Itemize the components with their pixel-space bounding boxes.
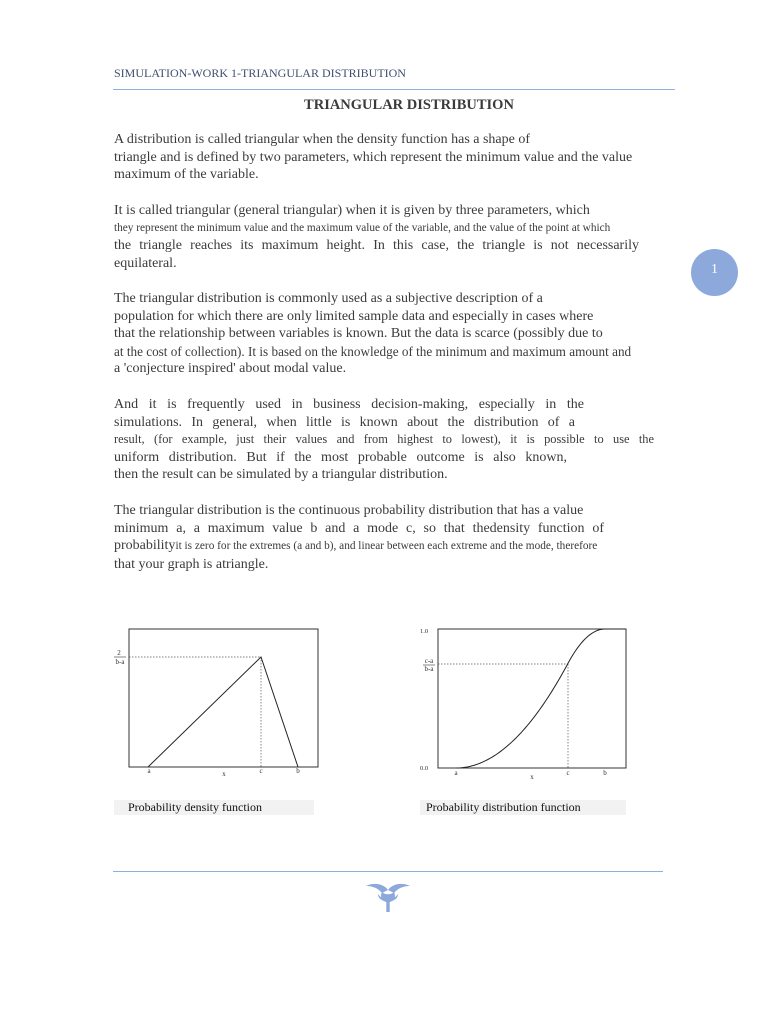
- paragraph-line: maximum of the variable.: [114, 167, 259, 183]
- running-header: SIMULATION-WORK 1-TRIANGULAR DISTRIBUTION: [114, 66, 406, 80]
- header-rule: [113, 89, 675, 90]
- pdf-plot: [110, 622, 325, 782]
- page-number-badge: 1: [691, 249, 738, 296]
- paragraph-line: A distribution is called triangular when the density function has a shape of: [114, 132, 531, 147]
- y-label-denominator: b-a: [424, 665, 434, 673]
- paragraph-line: minimum a, a maximum value b and a mode c, so that thedensity function of: [114, 520, 604, 536]
- y-label-denominator: b-a: [115, 658, 125, 666]
- paragraph-line: that your graph is atriangle.: [114, 556, 269, 572]
- footer-rule: [113, 871, 663, 872]
- fleuron-icon-graphic: [364, 880, 412, 914]
- paragraph-line: The triangular distribution is the continuous probability distribution that has a value: [114, 503, 584, 518]
- paragraph-fragment: probability: [114, 538, 176, 554]
- paragraph-line: uniform distribution. But if the most probable outcome is also known,: [114, 449, 567, 465]
- cdf-caption: Probability distribution function: [420, 800, 626, 815]
- paragraph-line: then the result can be simulated by a triangular distribution.: [114, 467, 448, 483]
- paragraph-line: they represent the minimum value and the maximum value of the variable, and the value of the point at which: [114, 221, 611, 234]
- paragraph-4: [114, 396, 679, 484]
- cdf-plot: [418, 622, 633, 782]
- x-axis-label: x: [530, 773, 534, 781]
- paragraph-line: a 'conjecture inspired' about modal value.: [114, 361, 347, 377]
- tick-label-b: b: [603, 769, 607, 777]
- paragraph-line: equilateral.: [114, 255, 177, 271]
- paragraph-2: [114, 202, 679, 272]
- paragraph-line: triangle and is defined by two parameters, which represent the minimum value and the value: [114, 149, 633, 165]
- distribution-curve: [456, 629, 626, 768]
- paragraph-line: at the cost of collection). It is based on the knowledge of the minimum and maximum amount and: [114, 343, 632, 359]
- tick-label-a: a: [454, 769, 458, 777]
- paragraph-line: population for which there are only limited sample data and especially in cases where: [114, 308, 594, 324]
- density-curve: [148, 657, 298, 767]
- y-label-numerator: c-a: [424, 657, 434, 665]
- paragraph-line: simulations. In general, when little is known about the distribution of a: [114, 414, 575, 430]
- pdf-caption: Probability density function: [114, 800, 314, 815]
- y-label-numerator: 2: [117, 649, 121, 657]
- paragraph-line: The triangular distribution is commonly used as a subjective description of a: [114, 291, 543, 306]
- x-axis-label: x: [222, 770, 226, 778]
- paragraph-line: And it is frequently used in business decision-making, especially in the: [114, 397, 584, 412]
- paragraph-fragment-small: it is zero for the extremes (a and b), and linear between each extreme and the mode, therefore: [175, 540, 598, 553]
- paragraph-line: that the relationship between variables is known. But the data is scarce (possibly due to: [114, 326, 603, 342]
- y-tick-bottom: 0.0: [420, 765, 429, 772]
- paragraph-1: [114, 131, 679, 184]
- fleuron-icon: [364, 880, 412, 919]
- tick-label-c: c: [566, 769, 570, 777]
- pdf-figure: [110, 622, 325, 787]
- plot-frame: [129, 629, 318, 767]
- paragraph-line: It is called triangular (general triangular) when it is given by three parameters, which: [114, 203, 590, 218]
- paragraph-5: [114, 502, 679, 573]
- tick-label-a: a: [147, 767, 151, 775]
- paragraph-line: [114, 537, 679, 556]
- tick-label-c: c: [259, 767, 263, 775]
- paragraph-line: the triangle reaches its maximum height. In this case, the triangle is not necessarily: [114, 238, 639, 254]
- cdf-figure: [418, 622, 633, 787]
- paragraph-line: result, (for example, just their values and from highest to lowest), it is possible to use the: [114, 432, 654, 447]
- paragraph-3: [114, 290, 679, 378]
- plot-frame: [438, 629, 626, 768]
- document-title: TRIANGULAR DISTRIBUTION: [304, 97, 514, 113]
- y-tick-top: 1.0: [420, 628, 429, 635]
- tick-label-b: b: [296, 767, 300, 775]
